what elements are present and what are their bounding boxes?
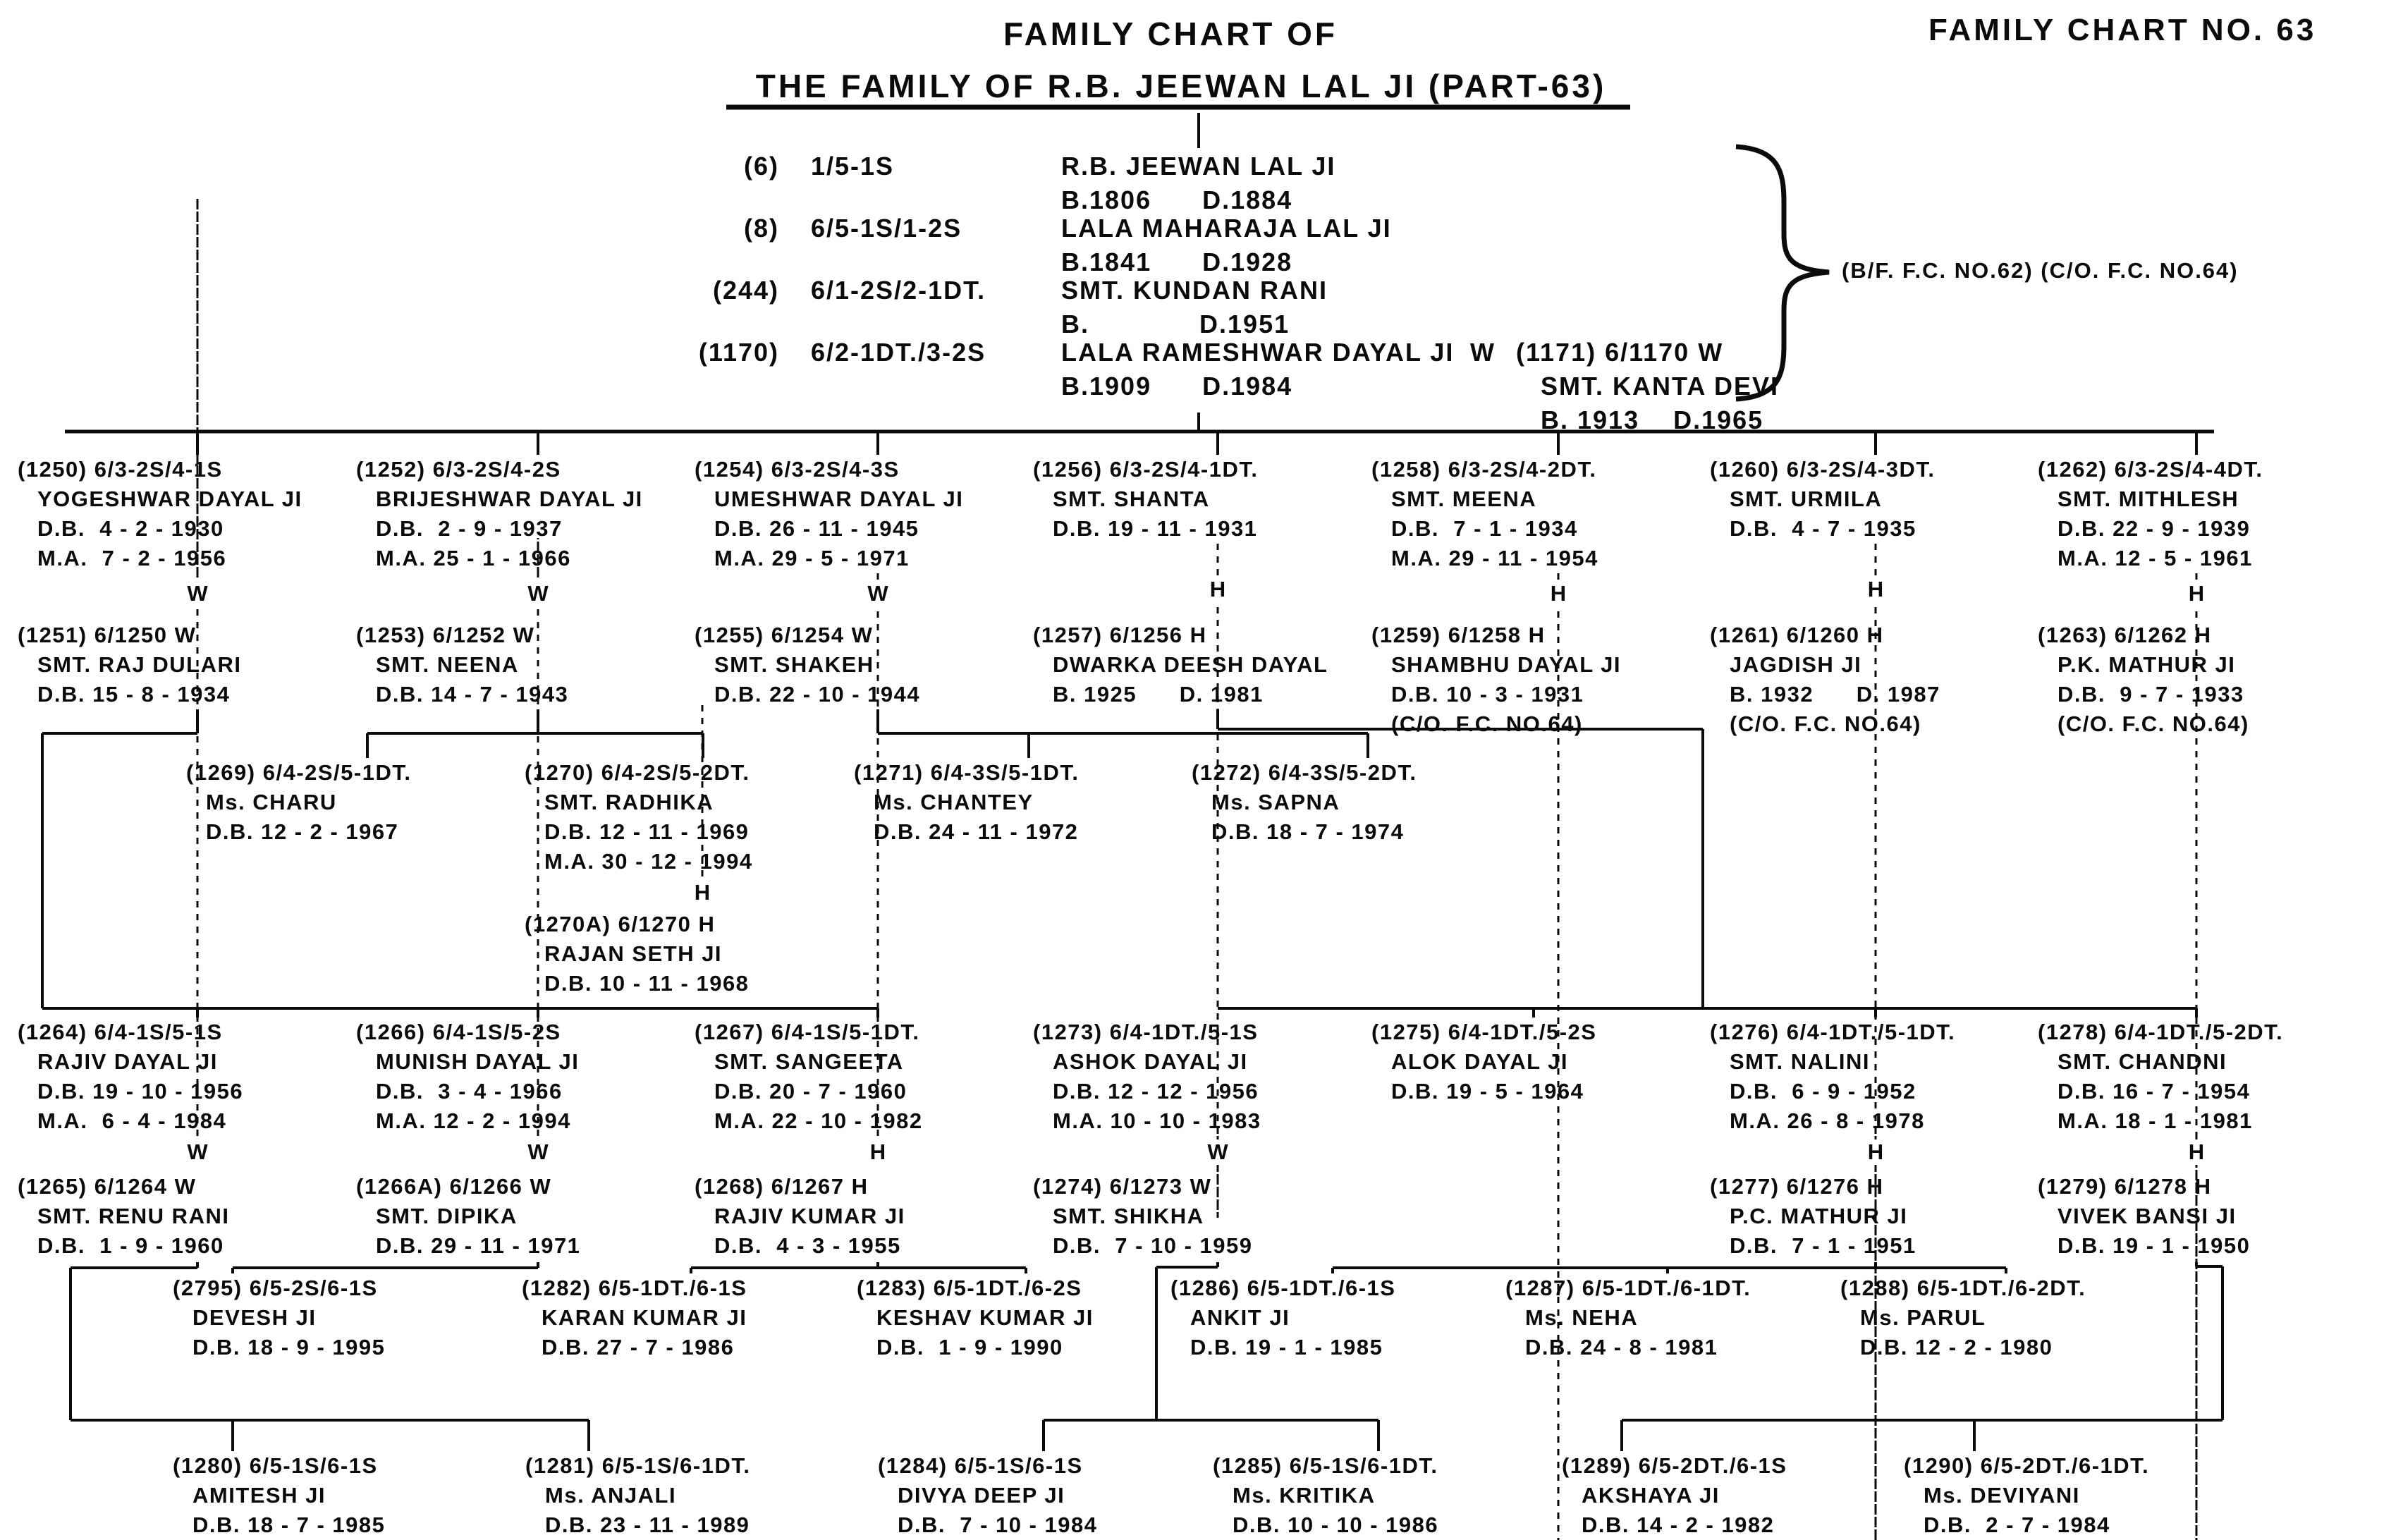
person-1263	[2038, 621, 2249, 739]
person-2795-name: DEVESH JI	[192, 1305, 317, 1330]
marriage-letter-husband: H	[690, 880, 715, 905]
person-1284-name: DIVYA DEEP JI	[898, 1483, 1065, 1508]
person-1282-ref-code: (1282) 6/5-1DT./6-1S	[522, 1276, 747, 1300]
person-1271-ref-code: (1271) 6/4-3S/5-1DT.	[854, 760, 1080, 785]
person-1279-name: VIVEK BANSI JI	[2057, 1204, 2237, 1228]
ancestor-spouse-name: SMT. KANTA DEVI	[1541, 372, 1780, 401]
person-1271-name: Ms. CHANTEY	[874, 790, 1034, 814]
person-1283-ref-code: (1283) 6/5-1DT./6-2S	[857, 1276, 1082, 1300]
person-1289-ref-code: (1289) 6/5-2DT./6-1S	[1562, 1453, 1787, 1478]
ancestor-code: 6/2-1DT./3-2S	[811, 338, 986, 367]
person-1256-name: SMT. SHANTA	[1053, 487, 1210, 511]
person-1266A-detail-2: D.B. 29 - 11 - 1971	[376, 1233, 581, 1258]
person-1290-name: Ms. DEVIYANI	[1924, 1483, 2080, 1508]
person-1280	[173, 1451, 385, 1540]
person-1267-name: SMT. SANGEETA	[714, 1049, 904, 1074]
person-1250-ref-code: (1250) 6/3-2S/4-1S	[18, 457, 223, 482]
person-1250-detail-2: D.B. 4 - 2 - 1930	[37, 516, 224, 541]
person-1274-name: SMT. SHIKHA	[1053, 1204, 1204, 1228]
person-1256-ref-code: (1256) 6/3-2S/4-1DT.	[1033, 457, 1259, 482]
person-1260-ref-code: (1260) 6/3-2S/4-3DT.	[1710, 457, 1936, 482]
carry-forward-note: (B/F. F.C. NO.62) (C/O. F.C. NO.64)	[1842, 258, 2239, 283]
person-1277-ref-code: (1277) 6/1276 H	[1710, 1174, 1884, 1199]
person-1275-ref-code: (1275) 6/4-1DT./5-2S	[1371, 1020, 1597, 1044]
marriage-letter-husband: H	[1546, 581, 1571, 606]
person-1258	[1371, 455, 1598, 573]
person-1284	[878, 1451, 1098, 1540]
person-1289-name: AKSHAYA JI	[1582, 1483, 1720, 1508]
person-1286-detail-2: D.B. 19 - 1 - 1985	[1190, 1335, 1383, 1359]
person-1258-name: SMT. MEENA	[1391, 487, 1537, 511]
person-1278-detail-3: M.A. 18 - 1 - 1981	[2057, 1108, 2253, 1133]
person-1285-detail-2: D.B. 10 - 10 - 1986	[1233, 1512, 1439, 1537]
person-1259-detail-3: (C/O. F.C. NO.64)	[1391, 711, 1583, 736]
person-1266-name: MUNISH DAYAL JI	[376, 1049, 580, 1074]
person-1267-ref-code: (1267) 6/4-1S/5-1DT.	[695, 1020, 920, 1044]
person-1263-name: P.K. MATHUR JI	[2057, 652, 2236, 677]
ancestors-brace	[1736, 147, 1829, 399]
person-1286	[1170, 1273, 1395, 1362]
person-1269-ref-code: (1269) 6/4-2S/5-1DT.	[186, 760, 412, 785]
person-1272-name: Ms. SAPNA	[1211, 790, 1340, 814]
person-1279-ref-code: (1279) 6/1278 H	[2038, 1174, 2212, 1199]
ancestor-name: LALA MAHARAJA LAL JI	[1061, 214, 1392, 243]
person-1266-ref-code: (1266) 6/4-1S/5-2S	[356, 1020, 561, 1044]
person-1277-name: P.C. MATHUR JI	[1730, 1204, 1908, 1228]
ancestor-spouse-dates: B. 1913 D.1965	[1541, 405, 1764, 434]
person-1261-name: JAGDISH JI	[1730, 652, 1862, 677]
person-1261-ref-code: (1261) 6/1260 H	[1710, 623, 1884, 647]
person-1267	[695, 1018, 923, 1136]
person-1288-detail-2: D.B. 12 - 2 - 1980	[1860, 1335, 2053, 1359]
person-1266-detail-3: M.A. 12 - 2 - 1994	[376, 1108, 571, 1133]
person-1270A-name: RAJAN SETH JI	[544, 941, 723, 966]
person-1266A-name: SMT. DIPIKA	[376, 1204, 518, 1228]
person-1287-name: Ms. NEHA	[1525, 1305, 1639, 1330]
person-1266A-ref-code: (1266A) 6/1266 W	[356, 1174, 552, 1199]
person-1285-ref-code: (1285) 6/5-1S/6-1DT.	[1213, 1453, 1438, 1478]
person-1289	[1562, 1451, 1787, 1540]
marriage-letter-wife: W	[1202, 1139, 1233, 1165]
person-1278-detail-2: D.B. 16 - 7 - 1954	[2057, 1079, 2251, 1104]
person-1254-detail-2: D.B. 26 - 11 - 1945	[714, 516, 919, 541]
person-1278-name: SMT. CHANDNI	[2057, 1049, 2227, 1074]
person-1257-ref-code: (1257) 6/1256 H	[1033, 623, 1207, 647]
person-1289-detail-2: D.B. 14 - 2 - 1982	[1582, 1512, 1775, 1537]
marriage-letter-wife: W	[182, 581, 212, 606]
person-1261	[1710, 621, 1940, 739]
person-1287-ref-code: (1287) 6/5-1DT./6-1DT.	[1505, 1276, 1751, 1300]
person-1259-name: SHAMBHU DAYAL JI	[1391, 652, 1622, 677]
person-1272-ref-code: (1272) 6/4-3S/5-2DT.	[1192, 760, 1417, 785]
person-1280-ref-code: (1280) 6/5-1S/6-1S	[173, 1453, 378, 1478]
ancestor-ref: (6)	[744, 152, 779, 181]
person-1261-detail-3: (C/O. F.C. NO.64)	[1730, 711, 1921, 736]
person-1283	[857, 1273, 1094, 1362]
person-2795-ref-code: (2795) 6/5-2S/6-1S	[173, 1276, 378, 1300]
person-1256-detail-2: D.B. 19 - 11 - 1931	[1053, 516, 1258, 541]
ancestor-name: SMT. KUNDAN RANI	[1061, 276, 1328, 305]
chart-number: FAMILY CHART NO. 63	[1928, 13, 2317, 47]
person-1270A-detail-2: D.B. 10 - 11 - 1968	[544, 971, 750, 996]
person-1280-detail-2: D.B. 18 - 7 - 1985	[192, 1512, 386, 1537]
marriage-w-label: W	[1470, 338, 1496, 367]
person-1276-detail-3: M.A. 26 - 8 - 1978	[1730, 1108, 1925, 1133]
marriage-letter-wife: W	[522, 1139, 553, 1165]
person-1283-name: KESHAV KUMAR JI	[876, 1305, 1094, 1330]
person-1252	[356, 455, 643, 573]
person-1263-detail-3: (C/O. F.C. NO.64)	[2057, 711, 2249, 736]
person-1254-detail-3: M.A. 29 - 5 - 1971	[714, 546, 910, 570]
person-1266	[356, 1018, 579, 1136]
marriage-letter-husband: H	[1205, 577, 1230, 602]
person-1287-detail-2: D.B. 24 - 8 - 1981	[1525, 1335, 1718, 1359]
person-1281	[525, 1451, 750, 1540]
person-1253	[356, 621, 568, 709]
person-1290-detail-2: D.B. 2 - 7 - 1984	[1924, 1512, 2110, 1537]
person-1273-detail-3: M.A. 10 - 10 - 1983	[1053, 1108, 1261, 1133]
person-1268	[695, 1172, 905, 1261]
person-1258-ref-code: (1258) 6/3-2S/4-2DT.	[1371, 457, 1597, 482]
person-1280-name: AMITESH JI	[192, 1483, 326, 1508]
person-2795-detail-2: D.B. 18 - 9 - 1995	[192, 1335, 386, 1359]
person-1290-ref-code: (1290) 6/5-2DT./6-1DT.	[1904, 1453, 2150, 1478]
ancestor-code: 6/1-2S/2-1DT.	[811, 276, 986, 305]
ancestor-ref: (1170)	[698, 338, 779, 367]
person-1251-name: SMT. RAJ DULARI	[37, 652, 242, 677]
person-1259-ref-code: (1259) 6/1258 H	[1371, 623, 1546, 647]
marriage-letter-wife: W	[862, 581, 893, 606]
person-1262	[2038, 455, 2263, 573]
marriage-letter-husband: H	[1863, 577, 1888, 602]
person-1273-detail-2: D.B. 12 - 12 - 1956	[1053, 1079, 1259, 1104]
person-1252-name: BRIJESHWAR DAYAL JI	[376, 487, 643, 511]
person-1250	[18, 455, 302, 573]
person-1267-detail-3: M.A. 22 - 10 - 1982	[714, 1108, 923, 1133]
person-1282	[522, 1273, 747, 1362]
person-1253-name: SMT. NEENA	[376, 652, 519, 677]
ancestor-dates: B.1909 D.1984	[1061, 372, 1293, 401]
person-1262-ref-code: (1262) 6/3-2S/4-4DT.	[2038, 457, 2263, 482]
person-1268-name: RAJIV KUMAR JI	[714, 1204, 905, 1228]
person-1259-detail-2: D.B. 10 - 3 - 1931	[1391, 682, 1584, 707]
person-1283-detail-2: D.B. 1 - 9 - 1990	[876, 1335, 1063, 1359]
person-1258-detail-3: M.A. 29 - 11 - 1954	[1391, 546, 1598, 570]
person-1270	[525, 758, 753, 876]
person-1282-name: KARAN KUMAR JI	[542, 1305, 747, 1330]
person-1276	[1710, 1018, 1955, 1136]
person-1270A-ref-code: (1270A) 6/1270 H	[525, 912, 716, 936]
ancestor-dates: B.1841 D.1928	[1061, 248, 1293, 276]
person-1257-detail-2: B. 1925 D. 1981	[1053, 682, 1264, 707]
person-1257-name: DWARKA DEESH DAYAL	[1053, 652, 1328, 677]
person-1279-detail-2: D.B. 19 - 1 - 1950	[2057, 1233, 2251, 1258]
person-1277	[1710, 1172, 1916, 1261]
marriage-letter-husband: H	[865, 1139, 891, 1165]
person-1290	[1904, 1451, 2149, 1540]
person-1255-ref-code: (1255) 6/1254 W	[695, 623, 874, 647]
person-1275	[1371, 1018, 1596, 1106]
person-1274	[1033, 1172, 1253, 1261]
person-1268-ref-code: (1268) 6/1267 H	[695, 1174, 869, 1199]
marriage-letter-wife: W	[522, 581, 553, 606]
person-1264	[18, 1018, 243, 1136]
person-1263-ref-code: (1263) 6/1262 H	[2038, 623, 2212, 647]
ancestor-name: R.B. JEEWAN LAL JI	[1061, 152, 1336, 181]
person-1276-ref-code: (1276) 6/4-1DT./5-1DT.	[1710, 1020, 1956, 1044]
person-1268-detail-2: D.B. 4 - 3 - 1955	[714, 1233, 901, 1258]
person-1260-detail-2: D.B. 4 - 7 - 1935	[1730, 516, 1916, 541]
marriage-letter-husband: H	[1863, 1139, 1888, 1165]
person-1250-detail-3: M.A. 7 - 2 - 1956	[37, 546, 227, 570]
person-1261-detail-2: B. 1932 D. 1987	[1730, 682, 1940, 707]
ancestor-code: 6/5-1S/1-2S	[811, 214, 962, 243]
person-1264-ref-code: (1264) 6/4-1S/5-1S	[18, 1020, 223, 1044]
person-1278	[2038, 1018, 2283, 1136]
person-1281-ref-code: (1281) 6/5-1S/6-1DT.	[525, 1453, 751, 1478]
page-title: FAMILY CHART OF	[1003, 16, 1338, 52]
person-1285	[1213, 1451, 1438, 1540]
person-1270-detail-2: D.B. 12 - 11 - 1969	[544, 819, 750, 844]
person-1265-name: SMT. RENU RANI	[37, 1204, 230, 1228]
person-1254-name: UMESHWAR DAYAL JI	[714, 487, 964, 511]
person-1264-detail-2: D.B. 19 - 10 - 1956	[37, 1079, 244, 1104]
person-1284-ref-code: (1284) 6/5-1S/6-1S	[878, 1453, 1083, 1478]
person-1276-detail-2: D.B. 6 - 9 - 1952	[1730, 1079, 1916, 1104]
ancestor-dates: B. D.1951	[1061, 310, 1290, 338]
person-1273-ref-code: (1273) 6/4-1DT./5-1S	[1033, 1020, 1259, 1044]
person-1286-ref-code: (1286) 6/5-1DT./6-1S	[1170, 1276, 1396, 1300]
ancestor-ref: (8)	[744, 214, 779, 243]
person-1251-ref-code: (1251) 6/1250 W	[18, 623, 197, 647]
marriage-letter-wife: W	[182, 1139, 212, 1165]
person-1273	[1033, 1018, 1261, 1136]
person-1270A	[525, 910, 749, 998]
person-1255-name: SMT. SHAKEH	[714, 652, 874, 677]
person-2795	[173, 1273, 385, 1362]
person-1251-detail-2: D.B. 15 - 8 - 1934	[37, 682, 231, 707]
person-1288-ref-code: (1288) 6/5-1DT./6-2DT.	[1840, 1276, 2086, 1300]
ancestor-dates: B.1806 D.1884	[1061, 185, 1293, 214]
person-1284-detail-2: D.B. 7 - 10 - 1984	[898, 1512, 1098, 1537]
person-1265	[18, 1172, 229, 1261]
person-1272-detail-2: D.B. 18 - 7 - 1974	[1211, 819, 1405, 844]
person-1254	[695, 455, 963, 573]
person-1288-name: Ms. PARUL	[1860, 1305, 1986, 1330]
person-1278-ref-code: (1278) 6/4-1DT./5-2DT.	[2038, 1020, 2284, 1044]
person-1281-name: Ms. ANJALI	[545, 1483, 677, 1508]
person-1281-detail-2: D.B. 23 - 11 - 1989	[545, 1512, 750, 1537]
ancestor-code: 1/5-1S	[811, 152, 895, 181]
ancestor-ref: (244)	[712, 276, 779, 305]
person-1266-detail-2: D.B. 3 - 4 - 1966	[376, 1079, 563, 1104]
person-1285-name: Ms. KRITIKA	[1233, 1483, 1376, 1508]
person-1260-name: SMT. URMILA	[1730, 487, 1883, 511]
person-1279	[2038, 1172, 2250, 1261]
person-1260	[1710, 455, 1935, 544]
person-1250-name: YOGESHWAR DAYAL JI	[37, 487, 302, 511]
person-1257	[1033, 621, 1328, 709]
person-1256	[1033, 455, 1258, 544]
person-1270-name: SMT. RADHIKA	[544, 790, 714, 814]
person-1270-detail-3: M.A. 30 - 12 - 1994	[544, 849, 753, 874]
person-1253-ref-code: (1253) 6/1252 W	[356, 623, 535, 647]
person-1259	[1371, 621, 1621, 739]
person-1269	[186, 758, 411, 847]
person-1251	[18, 621, 241, 709]
person-1288	[1840, 1273, 2086, 1362]
person-1265-ref-code: (1265) 6/1264 W	[18, 1174, 197, 1199]
person-1265-detail-2: D.B. 1 - 9 - 1960	[37, 1233, 224, 1258]
person-1252-ref-code: (1252) 6/3-2S/4-2S	[356, 457, 561, 482]
person-1275-name: ALOK DAYAL JI	[1391, 1049, 1568, 1074]
person-1255-detail-2: D.B. 22 - 10 - 1944	[714, 682, 921, 707]
person-1274-ref-code: (1274) 6/1273 W	[1033, 1174, 1212, 1199]
person-1286-name: ANKIT JI	[1190, 1305, 1290, 1330]
person-1273-name: ASHOK DAYAL JI	[1053, 1049, 1248, 1074]
person-1266A	[356, 1172, 580, 1261]
person-1282-detail-2: D.B. 27 - 7 - 1986	[542, 1335, 735, 1359]
person-1262-name: SMT. MITHLESH	[2057, 487, 2239, 511]
person-1264-detail-3: M.A. 6 - 4 - 1984	[37, 1108, 227, 1133]
person-1254-ref-code: (1254) 6/3-2S/4-3S	[695, 457, 900, 482]
ancestor-name: LALA RAMESHWAR DAYAL JI	[1061, 338, 1455, 367]
person-1263-detail-2: D.B. 9 - 7 - 1933	[2057, 682, 2244, 707]
person-1270-ref-code: (1270) 6/4-2S/5-2DT.	[525, 760, 750, 785]
person-1264-name: RAJIV DAYAL JI	[37, 1049, 218, 1074]
person-1271-detail-2: D.B. 24 - 11 - 1972	[874, 819, 1079, 844]
person-1271	[854, 758, 1079, 847]
person-1267-detail-2: D.B. 20 - 7 - 1960	[714, 1079, 907, 1104]
person-1262-detail-3: M.A. 12 - 5 - 1961	[2057, 546, 2253, 570]
person-1272	[1192, 758, 1417, 847]
person-1274-detail-2: D.B. 7 - 10 - 1959	[1053, 1233, 1253, 1258]
page-subtitle: THE FAMILY OF R.B. JEEWAN LAL JI (PART-63)	[755, 68, 1607, 104]
person-1269-detail-2: D.B. 12 - 2 - 1967	[206, 819, 399, 844]
person-1277-detail-2: D.B. 7 - 1 - 1951	[1730, 1233, 1916, 1258]
ancestor-spouse-ref: (1171) 6/1170 W	[1516, 338, 1724, 367]
person-1255	[695, 621, 920, 709]
person-1276-name: SMT. NALINI	[1730, 1049, 1871, 1074]
person-1269-name: Ms. CHARU	[206, 790, 337, 814]
person-1287	[1505, 1273, 1751, 1362]
marriage-letter-husband: H	[2184, 1139, 2209, 1165]
person-1275-detail-2: D.B. 19 - 5 - 1964	[1391, 1079, 1584, 1104]
person-1252-detail-2: D.B. 2 - 9 - 1937	[376, 516, 563, 541]
person-1262-detail-2: D.B. 22 - 9 - 1939	[2057, 516, 2251, 541]
person-1253-detail-2: D.B. 14 - 7 - 1943	[376, 682, 569, 707]
marriage-letter-husband: H	[2184, 581, 2209, 606]
person-1258-detail-2: D.B. 7 - 1 - 1934	[1391, 516, 1578, 541]
person-1252-detail-3: M.A. 25 - 1 - 1966	[376, 546, 571, 570]
